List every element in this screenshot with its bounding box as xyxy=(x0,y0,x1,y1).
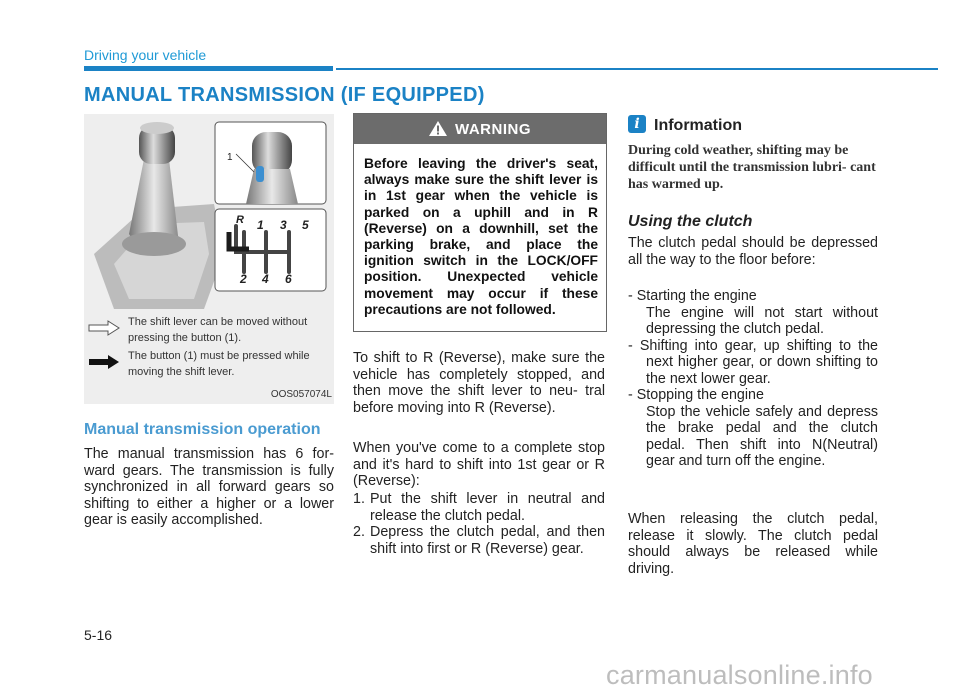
header-rule-thick xyxy=(84,66,333,71)
gear-label-6: 6 xyxy=(285,272,292,286)
shift-lever-figure xyxy=(84,114,334,404)
caption-text-2: The button (1) must be pressed while moving the shift lever. xyxy=(128,350,310,378)
page-title: MANUAL TRANSMISSION (IF EQUIPPED) xyxy=(84,84,485,106)
gear-label-1: 1 xyxy=(257,218,264,232)
outline-arrow-icon xyxy=(88,320,120,336)
watermark: carmanualsonline.info xyxy=(606,660,873,690)
section-label: Driving your vehicle xyxy=(84,47,207,63)
warning-header xyxy=(354,114,606,144)
caption-text-1: The shift lever can be moved without pressing the button (1). xyxy=(128,316,308,344)
stop-paragraph: When you've come to a complete stop and it's hard to shift into 1st gear or R (Reverse): xyxy=(353,440,605,489)
header-rule-thin xyxy=(336,68,938,70)
release-paragraph: When releasing the clutch pedal, release it slowly. The clutch pedal should always be released while driving. xyxy=(628,511,878,577)
info-icon: i xyxy=(628,115,646,133)
list-item: 2. Depress the clutch pedal, and then shift into first or R (Reverse) gear. xyxy=(353,524,605,557)
warning-label: WARNING xyxy=(455,121,531,138)
shift-lever-illustration xyxy=(84,114,334,314)
reverse-paragraph: To shift to R (Reverse), make sure the vehicle has completely stopped, and then move the shift lever to neu- tral before moving into R (Reverse). xyxy=(353,350,605,416)
solid-arrow-icon xyxy=(88,354,120,370)
list-item: - Shifting into gear, up shifting to the next higher gear, or down shifting to the next lower gear. xyxy=(628,337,878,387)
info-title: Information xyxy=(654,117,742,134)
using-clutch-heading: Using the clutch xyxy=(628,213,753,230)
warning-text: Before leaving the driver's seat, always make sure the shift lever is in 1st gear when the vehicle is parked on a uphill and in R (Reverse) on a downhill, set the parking brake, and place the ignition switch in the LOCK/OFF position. Unexpected vehicle movement may occur if these precautions are not followed. xyxy=(364,156,598,317)
warning-box xyxy=(353,113,607,332)
info-text: During cold weather, shifting may be difficult until the transmission lubri- cant has warmed up. xyxy=(628,143,876,192)
page-number: 5-16 xyxy=(84,627,113,643)
figure-code: OOS057074L xyxy=(270,389,332,400)
clutch-intro: The clutch pedal should be depressed all the way to the floor before: xyxy=(628,235,878,268)
clutch-list xyxy=(628,288,878,470)
manual-transmission-heading: Manual transmission operation xyxy=(84,421,321,438)
list-item: - Stopping the engine Stop the vehicle safely and depress the brake pedal and the clutch pedal. Then shift into N(Neutral) gear and turn off the engine. xyxy=(628,387,878,469)
gear-label-4: 4 xyxy=(262,272,269,286)
list-item: - Starting the engine The engine will not start without depressing the clutch pedal. xyxy=(628,288,878,337)
gear-label-r: R xyxy=(236,214,244,226)
gear-label-5: 5 xyxy=(302,218,309,232)
callout-number: 1 xyxy=(227,152,233,163)
manual-transmission-paragraph: The manual transmission has 6 for- ward gears. The transmission is fully synchronized in all forward gears so shifting to either a higher or a lower gear is easily accomplished. xyxy=(84,446,334,528)
gear-label-2: 2 xyxy=(240,272,247,286)
steps-list xyxy=(353,491,605,557)
warning-triangle-icon xyxy=(429,121,447,136)
list-item: 1. Put the shift lever in neutral and release the clutch pedal. xyxy=(353,491,605,524)
gear-label-3: 3 xyxy=(280,218,287,232)
